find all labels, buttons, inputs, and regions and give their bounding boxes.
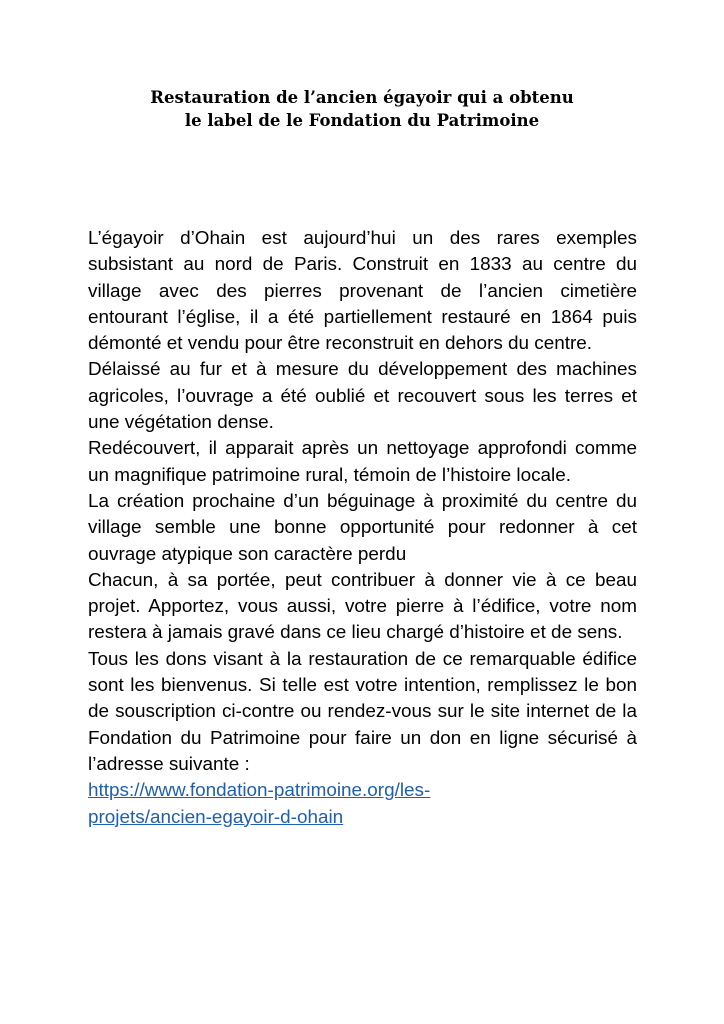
title-line-1: Restauration de l’ancien égayoir qui a obtenu bbox=[150, 88, 574, 107]
paragraph-history: L’égayoir d’Ohain est aujourd’hui un des rares exemples subsistant au nord de Paris. Construit en 1833 au centre du village avec des pierres provenant de l’ancien cimetière entourant l’église, il a été partiellement restauré en 1864 puis démonté et vendu pour être reconstruit en dehors du centre. bbox=[88, 228, 637, 355]
donation-link[interactable] bbox=[88, 778, 637, 831]
paragraph-beguinage: La création prochaine d’un béguinage à proximité du centre du village semble une bonne opportunité pour redonner à cet ouvrage atypique son caractère perdu bbox=[88, 490, 637, 565]
title-line-2: le label de le Fondation du Patrimoine bbox=[184, 111, 540, 130]
paragraph-abandonment: Délaissé au fur et à mesure du développement des machines agricoles, l’ouvrage a été oublié et recouvert sous les terres et une végétation dense. bbox=[88, 359, 637, 434]
document-title bbox=[80, 86, 644, 132]
donation-link-line-1[interactable]: https://www.fondation-patrimoine.org/les- bbox=[88, 780, 431, 802]
document-body bbox=[88, 226, 637, 831]
paragraph-rediscovery: Redécouvert, il apparait après un nettoyage approfondi comme un magnifique patrimoine rural, témoin de l’histoire locale. bbox=[88, 438, 637, 486]
paragraph-donations: Tous les dons visant à la restauration de ce remarquable édifice sont les bienvenus. Si telle est votre intention, remplissez le bon de souscription ci-contre ou rendez-vous sur le site internet de la Fondation du Patrimoine pour faire un don en ligne sécurisé à l’adresse suivante : bbox=[88, 648, 637, 775]
donation-link-line-2[interactable]: projets/ancien-egayoir-d-ohain bbox=[88, 806, 344, 828]
paragraph-contribution: Chacun, à sa portée, peut contribuer à donner vie à ce beau projet. Apportez, vous aussi, votre pierre à l’édifice, votre nom restera à jamais gravé dans ce lieu chargé d’histoire et de sens. bbox=[88, 569, 637, 644]
